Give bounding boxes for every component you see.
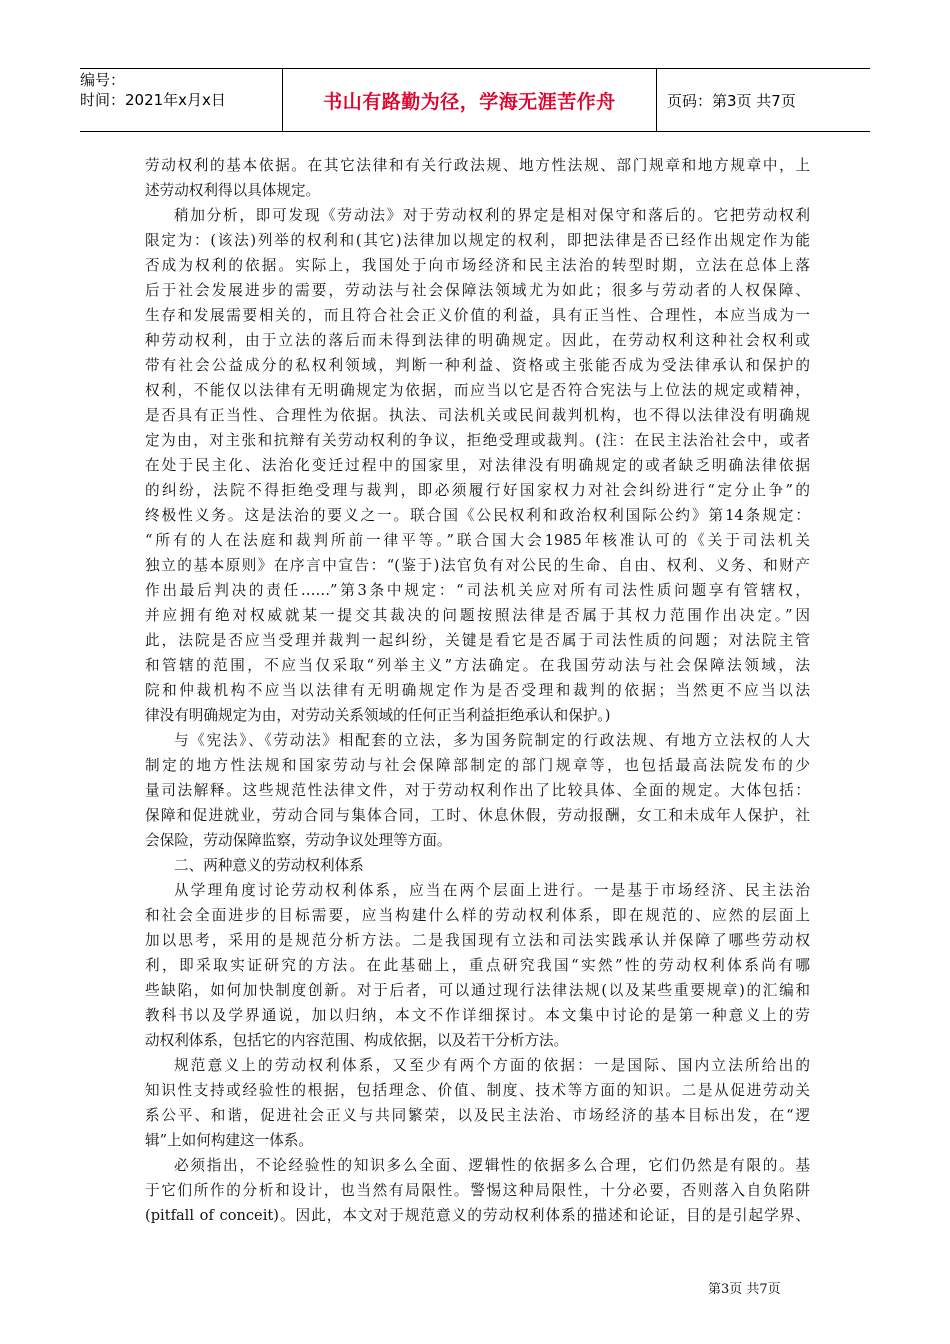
text-line: 量司法解释。这些规范性法律文件，对于劳动权利作出了比较具体、全面的规定。大体包括： bbox=[145, 782, 810, 799]
text-line: 些缺陷，如何加快制度创新。对于后者，可以通过现行法律法规(以及某些重要规章)的汇编和 bbox=[145, 982, 810, 999]
text-line: 后于社会发展进步的需要，劳动法与社会保障法领域尤为如此；很多与劳动者的人权保障、 bbox=[145, 282, 810, 299]
text-line: 和社会全面进步的目标需要，应当构建什么样的劳动权利体系，即在规范的、应然的层面上 bbox=[145, 907, 810, 924]
text-line: 加以思考，采用的是规范分析方法。二是我国现有立法和司法实践承认并保障了哪些劳动权 bbox=[145, 932, 810, 949]
text-line: (pitfall of conceit)。因此，本文对于规范意义的劳动权利体系的描述和论证，目的是引起学界、 bbox=[145, 1207, 810, 1224]
header-page-number: 页码：第3页 共7页 bbox=[667, 91, 796, 110]
text-line: 从学理角度讨论劳动权利体系，应当在两个层面上进行。一是基于市场经济、民主法治 bbox=[174, 882, 810, 899]
page-header bbox=[80, 68, 870, 132]
page-footer: 第3页 共7页 bbox=[708, 1282, 781, 1297]
text-line: 在处于民主化、法治化变迁过程中的国家里，对法律没有明确规定的或者缺乏明确法律依据 bbox=[145, 457, 810, 474]
text-line: 保障和促进就业，劳动合同与集体合同，工时、休息休假，劳动报酬，女工和未成年人保护，社 bbox=[145, 807, 810, 824]
text-line: 生存和发展需要相关的，而且符合社会正义价值的利益，具有正当性、合理性，本应当成为一 bbox=[145, 307, 810, 324]
text-line: 终极性义务。这是法治的要义之一。联合国《公民权利和政治权利国际公约》第14条规定： bbox=[145, 507, 810, 524]
text-line: 否成为权利的依据。实际上，我国处于向市场经济和民主法治的转型时期，立法在总体上落 bbox=[145, 257, 810, 274]
text-line: 述劳动权利得以具体规定。 bbox=[145, 182, 321, 199]
text-line: 于它们所作的分析和设计，也当然有局限性。警惕这种局限性，十分必要，否则落入自负陷阱 bbox=[145, 1182, 810, 1199]
text-line: 作出最后判决的责任……”第3条中规定：“司法机关应对所有司法性质问题享有管辖权， bbox=[145, 582, 810, 599]
text-line: 限定为：(该法)列举的权利和(其它)法律加以规定的权利，即把法律是否已经作出规定作为能 bbox=[145, 232, 810, 249]
text-line: 劳动权利的基本依据。在其它法律和有关行政法规、地方性法规、部门规章和地方规章中，上 bbox=[145, 157, 810, 174]
header-meta-cell bbox=[80, 69, 283, 131]
text-line: 定为由，对主张和抗辩有关劳动权利的争议，拒绝受理或裁判。(注：在民主法治社会中，或者 bbox=[145, 432, 810, 449]
text-line: 独立的基本原则》在序言中宣告：“(鉴于)法官负有对公民的生命、自由、权利、义务、和财产 bbox=[145, 557, 810, 574]
text-line: 与《宪法》、《劳动法》相配套的立法，多为国务院制定的行政法规、有地方立法权的人大 bbox=[174, 732, 810, 749]
header-page-cell bbox=[657, 69, 870, 131]
text-line: 系公平、和谐，促进社会正义与共同繁荣，以及民主法治、市场经济的基本目标出发，在“逻 bbox=[145, 1107, 810, 1124]
text-line: 制定的地方性法规和国家劳动与社会保障部制定的部门规章等，也包括最高法院发布的少 bbox=[145, 757, 810, 774]
text-line: 是否具有正当性、合理性为依据。执法、司法机关或民间裁判机构，也不得以法律没有明确规 bbox=[145, 407, 810, 424]
text-line: 动权利体系，包括它的内容范围、构成依据，以及若干分析方法。 bbox=[145, 1032, 569, 1049]
text-line: 此，法院是否应当受理并裁判一起纠纷，关键是看它是否属于司法性质的问题；对法院主管 bbox=[145, 632, 810, 649]
text-line: 律没有明确规定为由，对劳动关系领域的任何正当利益拒绝承认和保护。) bbox=[145, 707, 611, 724]
document-body bbox=[145, 153, 810, 1228]
text-line: “所有的人在法庭和裁判所前一律平等。”联合国大会1985年核准认可的《关于司法机关 bbox=[145, 532, 810, 549]
text-line: 必须指出，不论经验性的知识多么全面、逻辑性的依据多么合理，它们仍然是有限的。基 bbox=[174, 1157, 810, 1174]
header-motto-cell bbox=[283, 69, 657, 131]
text-line: 辑”上如何构建这一体系。 bbox=[145, 1132, 313, 1149]
text-line: 知识性支持或经验性的根据，包括理念、价值、制度、技术等方面的知识。二是从促进劳动关 bbox=[145, 1082, 810, 1099]
text-line: 教科书以及学界通说，加以归纳，本文不作详细探讨。本文集中讨论的是第一种意义上的劳 bbox=[145, 1007, 810, 1024]
text-line: 稍加分析，即可发现《劳动法》对于劳动权利的界定是相对保守和落后的。它把劳动权利 bbox=[174, 207, 810, 224]
header-motto: 书山有路勤为径，学海无涯苦作舟 bbox=[323, 90, 616, 113]
text-line: 会保险，劳动保障监察，劳动争议处理等方面。 bbox=[145, 832, 452, 849]
text-line: 的纠纷，法院不得拒绝受理与裁判，即必须履行好国家权力对社会纠纷进行“定分止争”的 bbox=[145, 482, 810, 499]
text-line: 种劳动权利，由于立法的落后而未得到法律的明确规定。因此，在劳动权利这种社会权利或 bbox=[145, 332, 810, 349]
text-line: 权利，不能仅以法律有无明确规定为依据，而应当以它是否符合宪法与上位法的规定或精神， bbox=[145, 382, 810, 399]
text-line: 并应拥有绝对权威就某一提交其裁决的问题按照法律是否属于其权力范围作出决定。”因 bbox=[145, 607, 810, 624]
text-line: 带有社会公益成分的私权利领域，判断一种利益、资格或主张能否成为受法律承认和保护的 bbox=[145, 357, 810, 374]
document-number-label: 编号： bbox=[80, 71, 126, 89]
text-line: 二、两种意义的劳动权利体系 bbox=[174, 857, 364, 874]
text-line: 院和仲裁机构不应当以法律有无明确规定作为是否受理和裁判的依据；当然更不应当以法 bbox=[145, 682, 810, 699]
document-date: 时间：2021年x月x日 bbox=[80, 91, 226, 109]
text-line: 和管辖的范围，不应当仅采取“列举主义”方法确定。在我国劳动法与社会保障法领域，法 bbox=[145, 657, 810, 674]
text-line: 利，即采取实证研究的方法。在此基础上，重点研究我国“实然”性的劳动权利体系尚有哪 bbox=[145, 957, 810, 974]
text-line: 规范意义上的劳动权利体系，又至少有两个方面的依据：一是国际、国内立法所给出的 bbox=[174, 1057, 810, 1074]
